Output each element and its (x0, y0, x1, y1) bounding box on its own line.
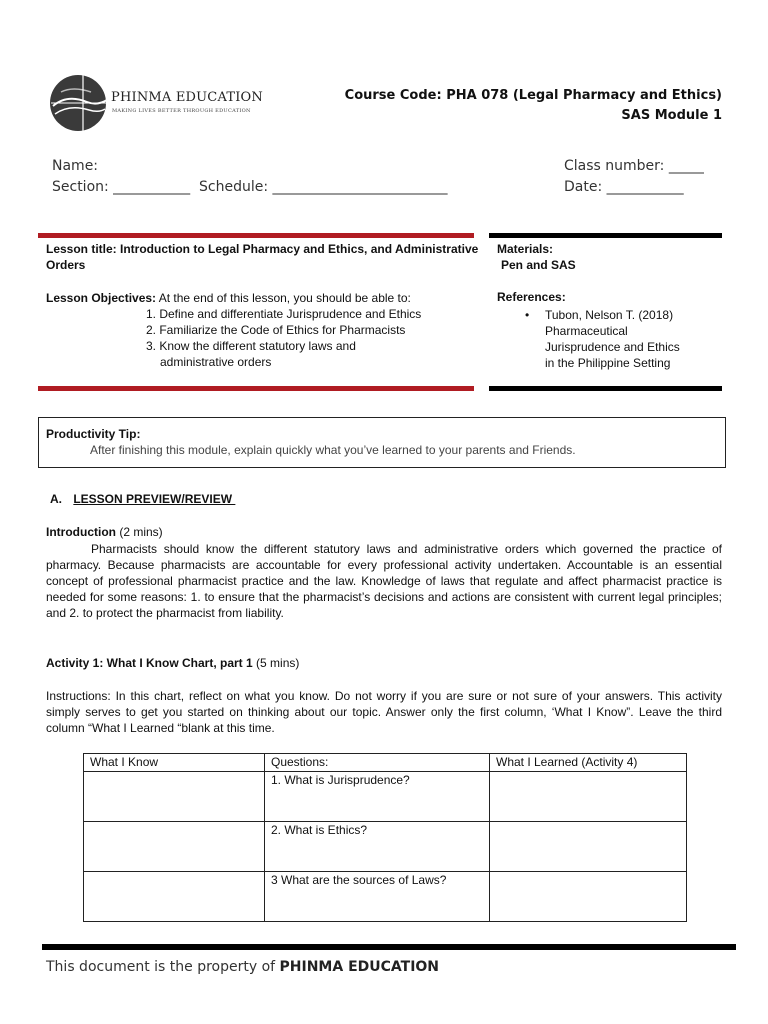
footer-owner: PHINMA EDUCATION (279, 959, 440, 975)
logo-name: PHINMA EDUCATION (111, 90, 263, 105)
reference-line: in the Philippine Setting (545, 356, 671, 370)
question-cell: 3 What are the sources of Laws? (265, 872, 490, 922)
reference-line: Pharmaceutical (545, 324, 628, 338)
what-i-learned-cell[interactable] (490, 822, 687, 872)
materials-info (497, 241, 722, 371)
table-row (84, 822, 687, 872)
reference-item (525, 307, 722, 323)
what-i-know-chart (83, 753, 687, 922)
objectives-label: Lesson Objectives: (46, 291, 157, 305)
table-row (84, 772, 687, 822)
bullet-icon: • (525, 308, 530, 322)
lesson-title: Lesson title: Introduction to Legal Pharmacy and Ethics, and Administrative Orders (46, 242, 479, 272)
section-field: Section: ___________ (52, 179, 191, 195)
name-field: Name: (52, 158, 99, 174)
lesson-top-rule (38, 233, 474, 238)
footer-text (46, 959, 439, 975)
introduction-heading (46, 524, 722, 540)
objective-text: 3. Know the different statutory laws and (146, 339, 356, 353)
tip-text: After finishing this module, explain quickly what you’ve learned to your parents and Friends. (90, 443, 576, 457)
objective-item: 1. Define and differentiate Jurisprudence and Ethics (146, 307, 422, 321)
productivity-tip-box (38, 417, 726, 468)
what-i-learned-cell[interactable] (490, 772, 687, 822)
course-header (345, 86, 722, 126)
footer-prefix: This document is the property of (46, 959, 280, 975)
question-cell: 2. What is Ethics? (265, 822, 490, 872)
section-title: LESSON PREVIEW/REVIEW (73, 492, 236, 506)
phinma-emblem-icon (47, 72, 109, 134)
introduction-label: Introduction (46, 525, 116, 539)
table-row (84, 872, 687, 922)
activity1-instructions: Instructions: In this chart, reflect on what you know. Do not worry if you are sure or not sure of your answers. This activity simply serves to get you started on thinking about our topic. Answer only the first column, ‘What I Know”. Leave the third column “What I Learned “blank at this time. (46, 689, 722, 735)
date-field: Date: ___________ (564, 179, 684, 195)
materials-top-rule (489, 233, 722, 238)
footer-rule (42, 944, 736, 950)
phinma-logo (47, 72, 263, 134)
objective-item (146, 338, 481, 370)
what-i-know-cell[interactable] (84, 872, 265, 922)
objectives-intro: At the end of this lesson, you should be able to: (156, 291, 411, 305)
references-list (497, 307, 722, 371)
objective-item: 2. Familiarize the Code of Ethics for Pharmacists (146, 323, 406, 337)
activity1-label: Activity 1: What I Know Chart, part 1 (46, 656, 253, 670)
section-heading (50, 492, 235, 506)
logo-tagline: MAKING LIVES BETTER THROUGH EDUCATION (112, 108, 251, 114)
references-label: References: (497, 290, 566, 304)
objectives-list (46, 306, 481, 370)
what-i-know-cell[interactable] (84, 822, 265, 872)
question-cell: 1. What is Jurisprudence? (265, 772, 490, 822)
lesson-info (46, 241, 481, 370)
introduction-text: Pharmacists should know the different statutory laws and administrative orders which governed the practice of pharmacy. Because pharmacists are accountable for every professional activity undertaken. Accountable is an essential concept of professional pharmacist practice and the law. Knowledge of laws that regulate and affect pharmacist practice is needed for some reasons: 1. to ensure that the pharmacist’s decisions and actions are consistent with current legal principles; and 2. to protect the pharmacist from liability. (46, 542, 722, 620)
lesson-objectives (46, 290, 481, 306)
schedule-field: Schedule: _________________________ (199, 179, 448, 195)
section-letter: A. (50, 492, 62, 506)
reference-line: Jurisprudence and Ethics (545, 340, 680, 354)
tip-label: Productivity Tip: (46, 427, 141, 441)
what-i-learned-cell[interactable] (490, 872, 687, 922)
activity1-heading (46, 655, 722, 671)
materials-value: Pen and SAS (501, 258, 576, 272)
course-code: Course Code: PHA 078 (Legal Pharmacy and Ethics) (344, 88, 722, 103)
column-header: Questions: (265, 754, 490, 772)
column-header: What I Learned (Activity 4) (490, 754, 687, 772)
activity1-time: (5 mins) (252, 656, 300, 670)
reference-line: Tubon, Nelson T. (2018) (545, 308, 674, 322)
class-number-field: Class number: _____ (564, 158, 704, 174)
introduction-time: (2 mins) (115, 525, 163, 539)
table-header-row (84, 754, 687, 772)
column-header: What I Know (84, 754, 265, 772)
materials-bottom-rule (489, 386, 722, 391)
materials-label: Materials: (497, 242, 554, 256)
objective-text-continued: administrative orders (160, 355, 272, 369)
module-label: SAS Module 1 (621, 108, 722, 123)
what-i-know-cell[interactable] (84, 772, 265, 822)
lesson-bottom-rule (38, 386, 474, 391)
